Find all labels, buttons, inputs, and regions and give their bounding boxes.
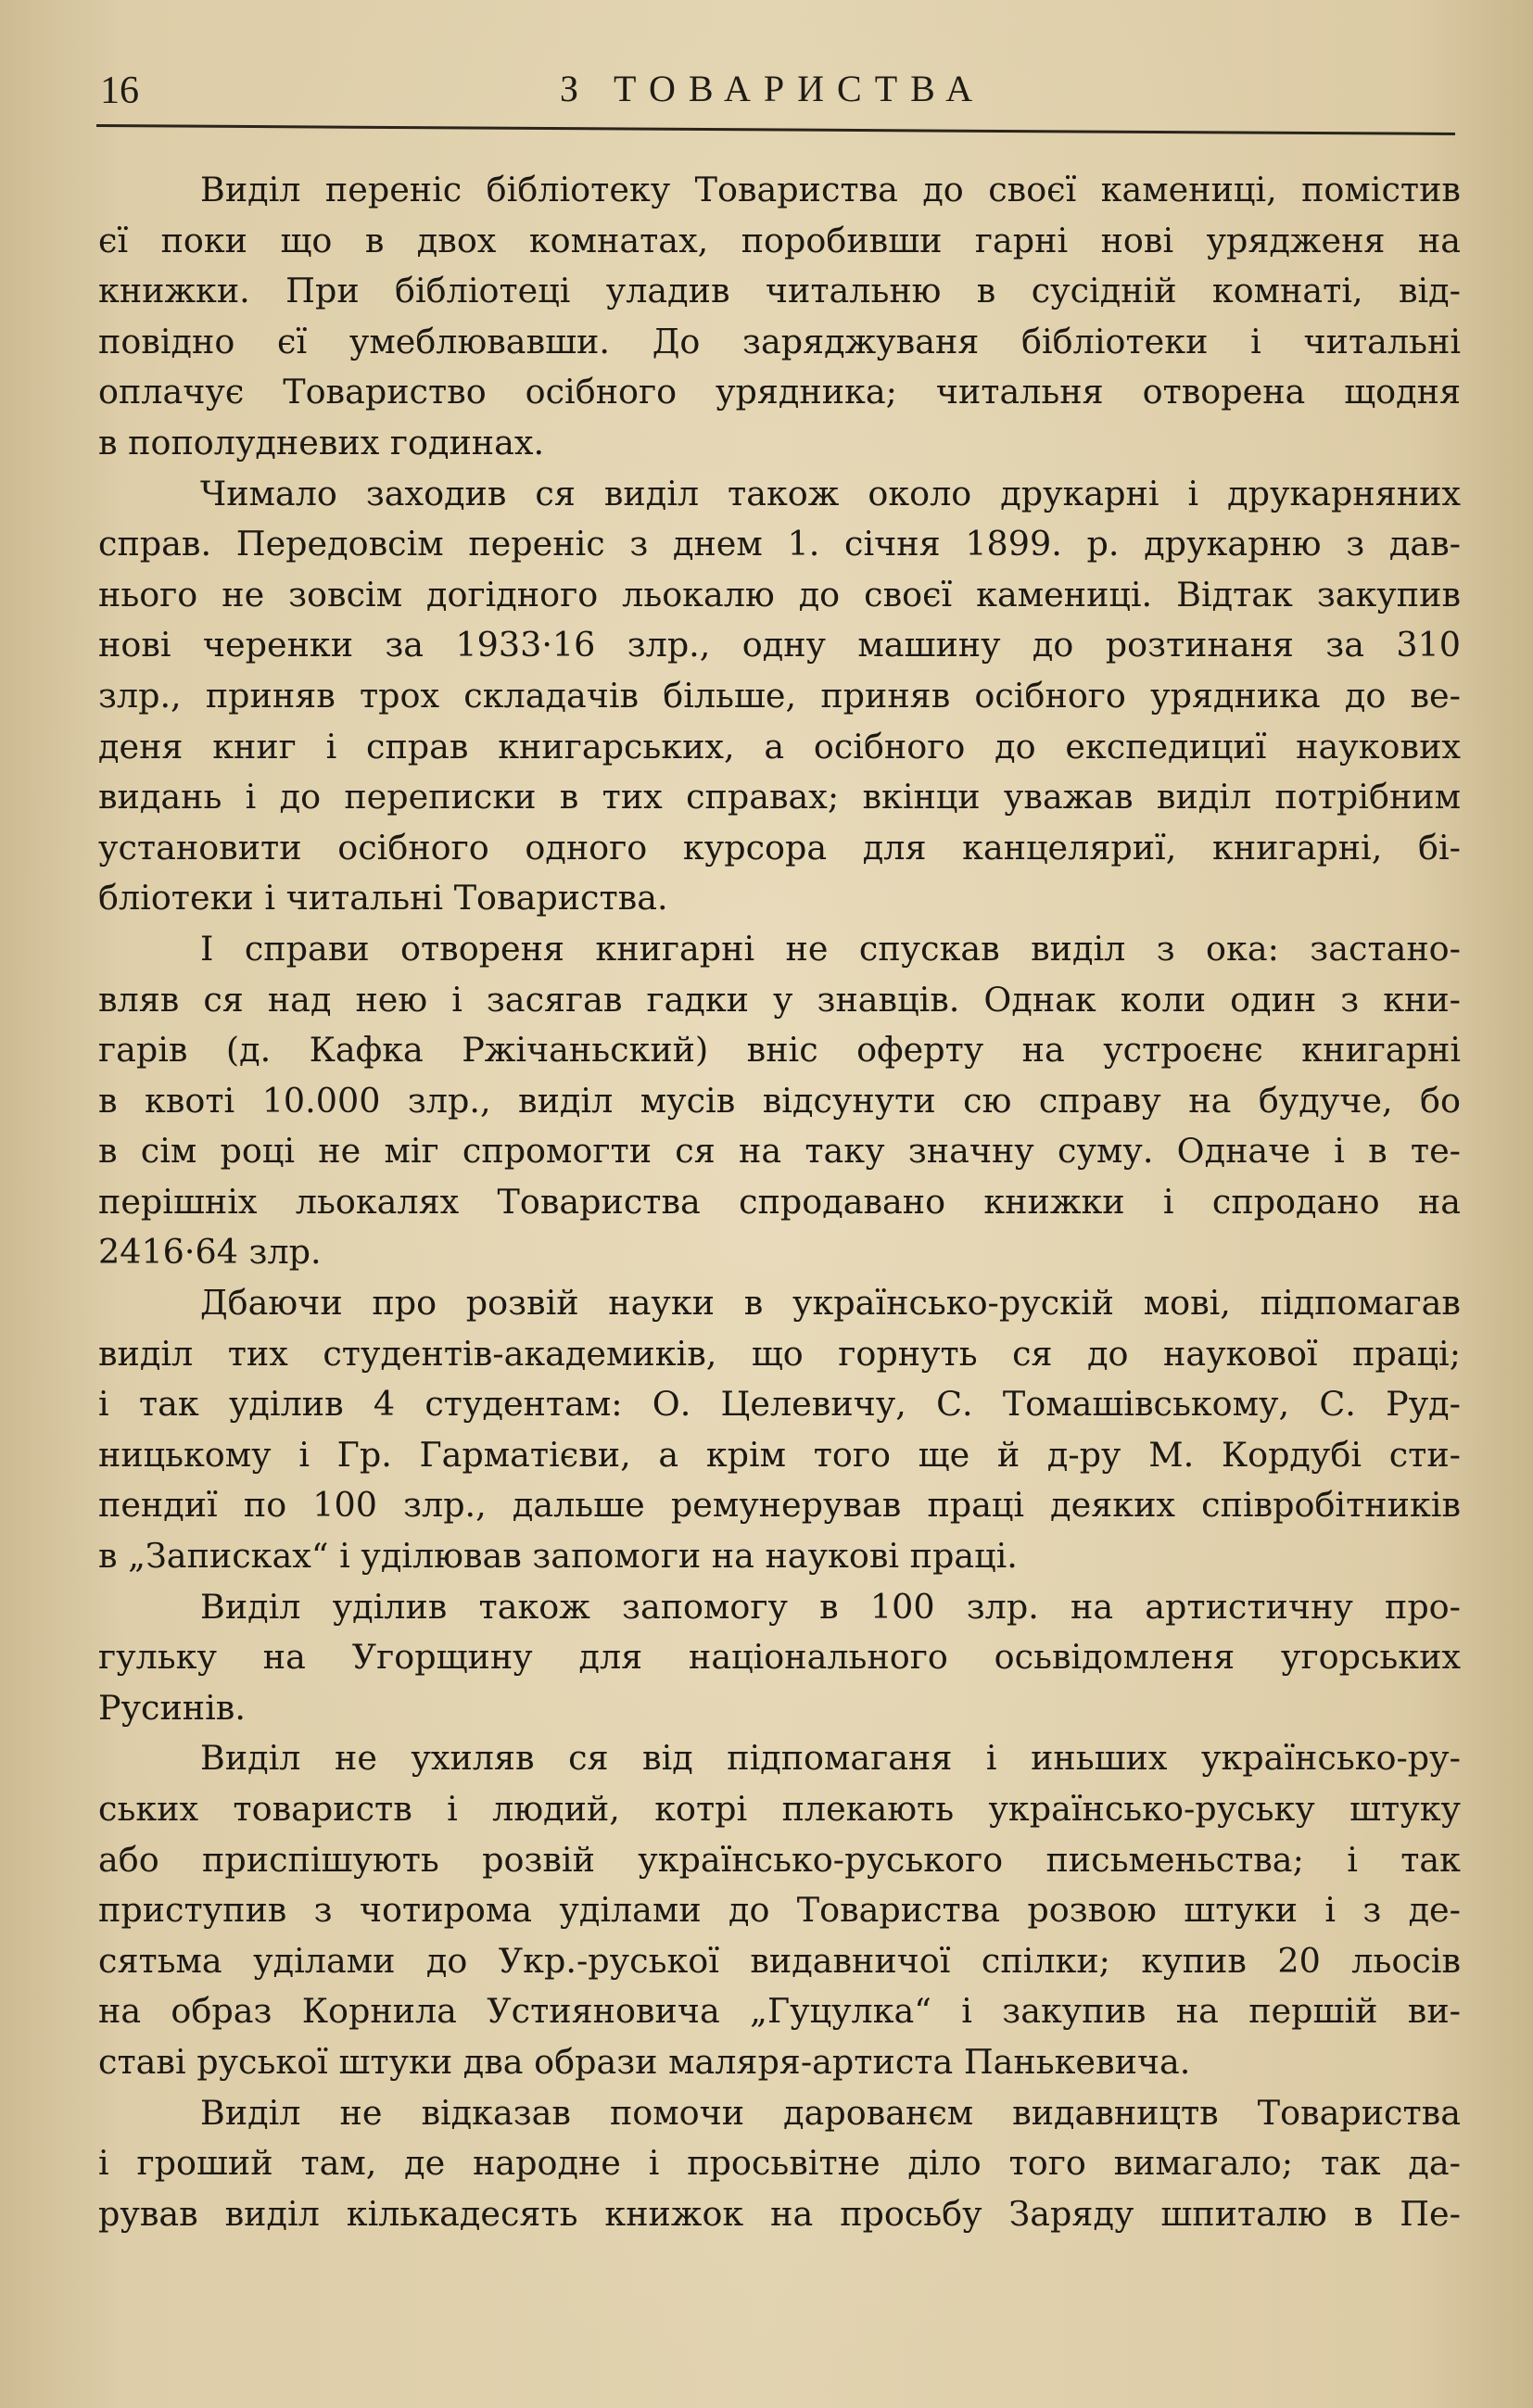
text-line: Виділ не відказав помочи дарованєм видавництв Товариства (200, 2092, 1461, 2133)
page-number: 16 (100, 70, 139, 112)
text-line: виділ тих студентів-академиків, що горнуть ся до наукової праці; (98, 1333, 1461, 1374)
text-line: перішніх льокалях Товариства спродавано книжки і спродано на (98, 1181, 1461, 1222)
text-line: Виділ не ухиляв ся від підпомаганя і иньших українсько-ру- (200, 1738, 1461, 1779)
text-line: книжки. При бібліотеці уладив читальню в сусідній комнаті, від- (98, 271, 1461, 311)
text-line: злр., приняв трох складачів більше, приняв осібного урядника до ве- (98, 675, 1461, 716)
text-line: або приспішують розвій українсько-руського письменьства; і так (98, 1839, 1461, 1880)
text-line: єї поки що в двох комнатах, поробивши гарні нові урядженя на (98, 220, 1461, 260)
text-line: ницькому і Гр. Гарматієви, а крім того ще й д-ру М. Кордубі сти- (98, 1434, 1461, 1475)
text-line: видань і до переписки в тих справах; вкінци уважав виділ потрібним (98, 777, 1461, 817)
text-line: в „Записках“ і уділював запомоги на наукові праці. (98, 1536, 1018, 1577)
text-line: гарів (д. Кафка Ржічаньский) вніс оферту на устроєнє книгарні (98, 1030, 1461, 1071)
text-line: в сім році не міг спромогти ся на таку значну суму. Одначе і в те- (98, 1131, 1461, 1172)
text-line: І справи отвореня книгарні не спускав виділ з ока: застано- (200, 928, 1461, 969)
text-line: нього не зовсім догідного льокалю до своєї камениці. Відтак закупив (98, 574, 1461, 615)
page-header (96, 63, 1459, 119)
header-rule (96, 124, 1455, 135)
text-line: Дбаючи про розвій науки в українсько-рускій мові, підпомагав (200, 1283, 1461, 1324)
text-line: ських товариств і людий, котрі плекають українсько-руську штуку (98, 1789, 1461, 1829)
text-line: справ. Передовсім переніс з днем 1. січня 1899. р. друкарню з дав- (98, 524, 1461, 564)
text-line: нові черенки за 1933·16 злр., одну машину до розтинаня за 310 (98, 625, 1461, 665)
text-line: в квоті 10.000 злр., виділ мусів відсунути сю справу на будуче, бо (98, 1080, 1461, 1121)
text-line: Чимало заходив ся виділ також около друкарні і друкарняних (200, 473, 1461, 513)
text-line: 2416·64 злр. (98, 1232, 322, 1273)
text-line: приступив з чотирома уділами до Товариства розвою штуки і з де- (98, 1890, 1461, 1931)
text-line: оплачує Товариство осібного урядника; читальня отворена щодня (98, 372, 1461, 412)
text-line: Виділ переніс бібліотеку Товариства до своєї камениці, помістив (200, 170, 1461, 209)
text-line: і так уділив 4 студентам: О. Целевичу, С. Томашівському, С. Руд- (98, 1384, 1461, 1425)
text-line: деня книг і справ книгарських, а осібного до експедициї наукових (98, 726, 1461, 767)
text-line: Виділ уділив також запомогу в 100 злр. на артистичну про- (200, 1586, 1461, 1627)
text-line: ставі руської штуки два образи маляря-артиста Панькевича. (98, 2041, 1191, 2082)
text-line: гульку на Угорщину для національного осьвідомленя угорських (98, 1637, 1461, 1678)
text-line: пендиї по 100 злр., дальше ремунерував праці деяких співробітників (98, 1485, 1461, 1526)
body-text (98, 165, 1461, 2239)
text-line: вляв ся над нею і засягав гадки у знавців. Однак коли один з кни- (98, 979, 1461, 1020)
text-line: сятьма уділами до Укр.-руської видавничої спілки; купив 20 льосів (98, 1940, 1461, 1981)
text-line: установити осібного одного курсора для канцеляриї, книгарні, бі- (98, 827, 1461, 868)
text-line: на образ Корнила Устияновича „Гуцулка“ і закупив на першій ви- (98, 1991, 1461, 2032)
text-line: і гроший там, де народне і просьвітне діло того вимагало; так да- (98, 2143, 1461, 2184)
text-line: бліотеки і читальні Товариства. (98, 878, 668, 919)
running-title: З ТОВАРИСТВА (560, 68, 986, 109)
text-line: повідно єї умеблювавши. До заряджуваня бібліотеки і читальні (98, 321, 1461, 361)
text-line: рував виділ кількадесять книжок на просьбу Заряду шпиталю в Пе- (98, 2193, 1461, 2234)
text-line: Русинів. (98, 1687, 246, 1728)
text-line: в пополудневих годинах. (98, 422, 545, 463)
